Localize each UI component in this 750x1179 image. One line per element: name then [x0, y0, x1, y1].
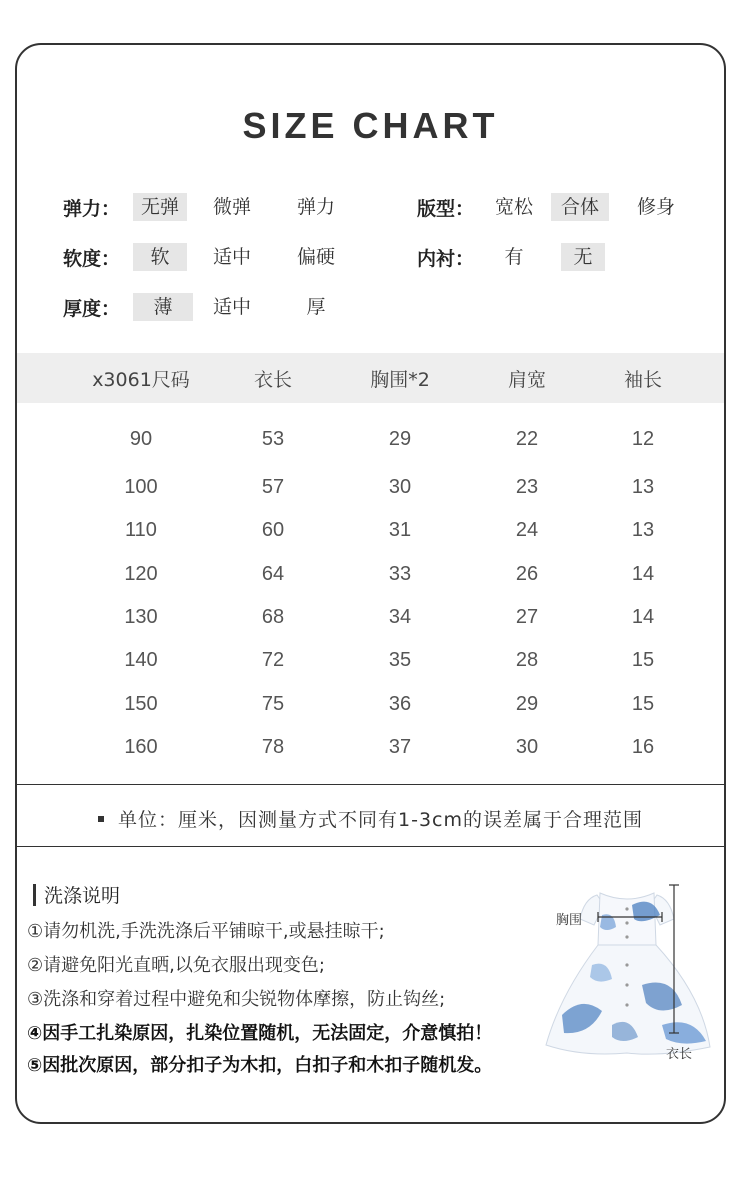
- chest-dimension-label: 胸围: [556, 913, 583, 928]
- table-row: [17, 476, 724, 506]
- table-cell: 110: [125, 519, 157, 541]
- size-chart-card: [15, 43, 726, 1124]
- table-cell: 140: [124, 649, 158, 671]
- attr-fit: [417, 193, 683, 221]
- table-cell: 34: [388, 606, 412, 628]
- table-cell: 14: [631, 606, 655, 628]
- table-cell: 14: [631, 563, 655, 585]
- wash-section-title: [33, 881, 120, 908]
- opt-elasticity-stretch: 弹力: [296, 196, 335, 218]
- table-cell: 22: [515, 428, 539, 450]
- table-cell: 90: [129, 428, 153, 450]
- header-chest: 胸围*2: [370, 369, 430, 391]
- attr-label-elasticity: 弹力：: [63, 197, 121, 220]
- table-cell: 35: [388, 649, 412, 671]
- table-cell: 13: [631, 519, 655, 541]
- opt-thickness-medium: 适中: [212, 296, 251, 318]
- wash-item-5: ⑤因批次原因，部分扣子为木扣，白扣子和木扣子随机发。: [27, 1055, 493, 1076]
- attr-label-thickness: 厚度：: [63, 297, 121, 320]
- attr-label-lining: 内衬：: [417, 247, 475, 270]
- table-row: [17, 606, 724, 636]
- divider: [17, 846, 724, 847]
- table-cell: 15: [631, 693, 655, 715]
- table-cell: 150: [124, 693, 158, 715]
- table-cell: 130: [124, 606, 158, 628]
- table-row: [17, 736, 724, 766]
- header-length: 衣长: [253, 369, 292, 391]
- opt-thickness-thin: 薄: [133, 293, 193, 321]
- table-cell: 53: [261, 428, 285, 450]
- attr-softness: [63, 243, 343, 271]
- opt-thickness-thick: 厚: [306, 296, 326, 318]
- divider: [17, 784, 724, 785]
- opt-elasticity-slight: 微弹: [212, 196, 251, 218]
- table-row: [17, 649, 724, 679]
- table-cell: 30: [388, 476, 412, 498]
- header-shoulder: 肩宽: [507, 369, 546, 391]
- table-cell: 23: [515, 476, 539, 498]
- table-cell: 100: [124, 476, 158, 498]
- wash-title-text: 洗涤说明: [44, 885, 121, 907]
- table-cell: 33: [388, 563, 412, 585]
- table-cell: 28: [515, 649, 539, 671]
- table-cell: 31: [388, 519, 412, 541]
- table-cell: 12: [631, 428, 655, 450]
- table-cell: 24: [515, 519, 539, 541]
- bullet-icon: [98, 816, 104, 822]
- header-size: x3061尺码: [92, 369, 190, 391]
- table-cell: 120: [124, 563, 158, 585]
- attr-label-fit: 版型：: [417, 197, 475, 220]
- opt-softness-hard: 偏硬: [296, 246, 335, 268]
- attr-thickness: [63, 293, 343, 321]
- table-cell: 75: [261, 693, 285, 715]
- table-cell: 26: [515, 563, 539, 585]
- wash-item-4: ④因手工扎染原因，扎染位置随机，无法固定，介意慎拍！: [27, 1023, 493, 1044]
- opt-elasticity-none: 无弹: [133, 193, 187, 221]
- opt-softness-soft: 软: [133, 243, 187, 271]
- attr-label-softness: 软度：: [63, 247, 121, 270]
- table-row: [17, 563, 724, 593]
- table-cell: 15: [631, 649, 655, 671]
- size-table-header: [17, 353, 724, 403]
- wash-item-1: ①请勿机洗,手洗洗涤后平铺晾干,或悬挂晾干;: [27, 921, 385, 942]
- table-row: [17, 693, 724, 723]
- attr-lining: [417, 243, 605, 271]
- attr-elasticity: [63, 193, 343, 221]
- table-cell: 78: [261, 736, 285, 758]
- table-cell: 37: [388, 736, 412, 758]
- table-row: [17, 428, 724, 458]
- opt-softness-medium: 适中: [212, 246, 251, 268]
- table-cell: 57: [261, 476, 285, 498]
- dress-illustration: [542, 875, 717, 1055]
- opt-lining-yes: 有: [504, 246, 524, 268]
- title-bar-icon: [33, 884, 36, 906]
- table-cell: 27: [515, 606, 539, 628]
- table-cell: 29: [515, 693, 539, 715]
- unit-note-text: 单位：厘米，因测量方式不同有1-3cm的误差属于合理范围: [118, 809, 643, 831]
- table-cell: 60: [261, 519, 285, 541]
- table-cell: 13: [631, 476, 655, 498]
- opt-lining-no: 无: [561, 243, 605, 271]
- table-cell: 160: [124, 736, 158, 758]
- opt-fit-loose: 宽松: [494, 196, 533, 218]
- opt-fit-regular: 合体: [551, 193, 609, 221]
- table-cell: 16: [631, 736, 655, 758]
- table-cell: 30: [515, 736, 539, 758]
- table-cell: 64: [261, 563, 285, 585]
- table-cell: 29: [388, 428, 412, 450]
- length-dimension-label: 衣长: [666, 1047, 693, 1062]
- dress-diagram: [542, 875, 717, 1062]
- table-cell: 36: [388, 693, 412, 715]
- wash-item-2: ②请避免阳光直晒,以免衣服出现变色;: [27, 955, 325, 976]
- wash-item-3: ③洗涤和穿着过程中避免和尖锐物体摩擦，防止钩丝;: [27, 989, 446, 1010]
- unit-note: [17, 805, 724, 832]
- table-cell: 68: [261, 606, 285, 628]
- table-row: [17, 519, 724, 549]
- page-title: SIZE CHART: [242, 105, 499, 146]
- table-cell: 72: [261, 649, 285, 671]
- opt-fit-slim: 修身: [636, 196, 675, 218]
- header-sleeve: 袖长: [623, 369, 662, 391]
